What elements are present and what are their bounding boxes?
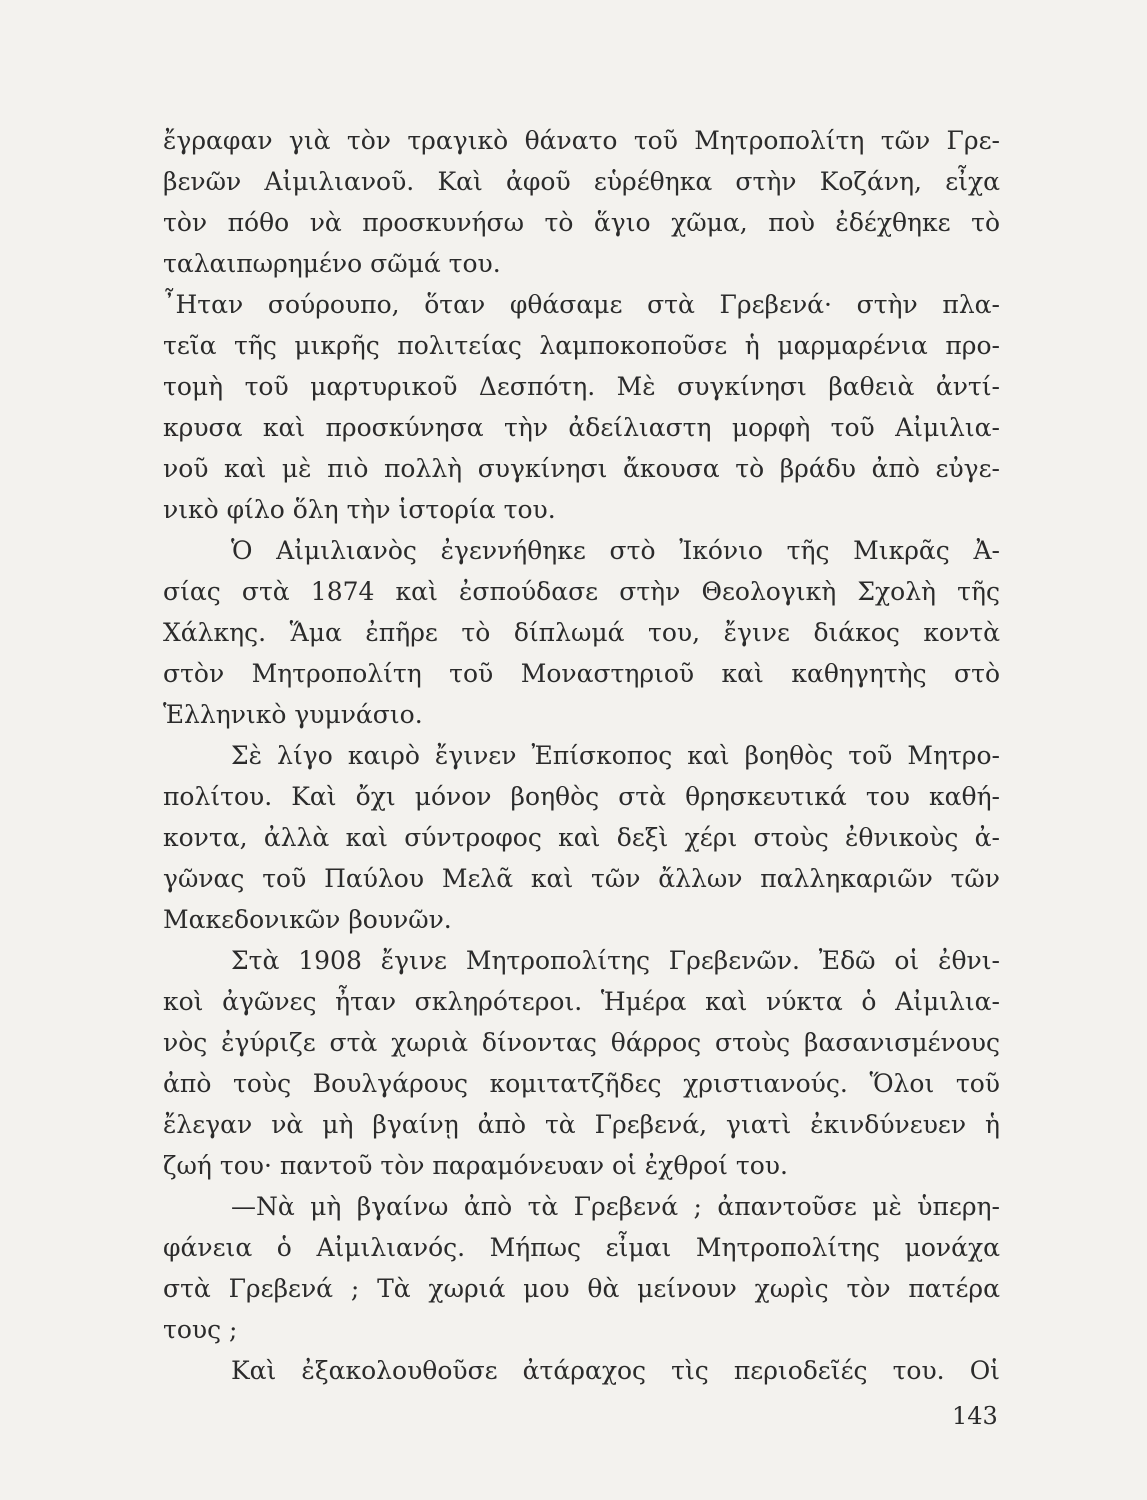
paragraph <box>163 735 1000 940</box>
page-number: 143 <box>952 1402 998 1430</box>
text-line: Χάλκης. Ἅμα ἐπῆρε τὸ δίπλωμά του, ἔγινε διάκος κοντὰ <box>163 618 1000 647</box>
text-line: στὰ Γρεβενά ; Τὰ χωριά μου θὰ μείνουν χωρὶς τὸν πατέρα <box>163 1274 1000 1303</box>
text-line: νοῦ καὶ μὲ πιὸ πολλὴ συγκίνησι ἄκουσα τὸ βράδυ ἀπὸ εὐγε- <box>163 454 1000 483</box>
text-line: τους ; <box>163 1315 238 1344</box>
text-line: βενῶν Αἰμιλιανοῦ. Καὶ ἀφοῦ εὑρέθηκα στὴν Κοζάνη, εἶχα <box>163 167 1000 196</box>
paragraph <box>163 1186 1000 1350</box>
text-line: Καὶ ἐξακολουθοῦσε ἀτάραχος τὶς περιοδεῖές του. Οἱ <box>231 1356 1000 1385</box>
text-line: ταλαιπωρημένο σῶμά του. <box>163 249 501 278</box>
text-line: Μακεδονικῶν βουνῶν. <box>163 905 452 934</box>
paragraph <box>163 284 1000 530</box>
text-line: ἔλεγαν νὰ μὴ βγαίνῃ ἀπὸ τὰ Γρεβενά, γιατὶ ἐκινδύνευεν ἡ <box>163 1110 1000 1139</box>
text-line: ἔγραφαν γιὰ τὸν τραγικὸ θάνατο τοῦ Μητροπολίτη τῶν Γρε- <box>163 126 1000 155</box>
text-line: τεῖα τῆς μικρῆς πολιτείας λαμποκοποῦσε ἡ μαρμαρένια προ- <box>163 331 1000 360</box>
paragraph <box>163 940 1000 1186</box>
text-line: Ἑλληνικὸ γυμνάσιο. <box>163 700 423 729</box>
text-line: κρυσα καὶ προσκύνησα τὴν ἀδείλιαστη μορφὴ τοῦ Αἰμιλια- <box>163 413 1000 442</box>
paragraph <box>163 1350 1000 1391</box>
paragraph <box>163 530 1000 735</box>
text-line: νὸς ἐγύριζε στὰ χωριὰ δίνοντας θάρρος στοὺς βασανισμένους <box>163 1028 1000 1057</box>
text-line: φάνεια ὁ Αἰμιλιανός. Μήπως εἶμαι Μητροπολίτης μονάχα <box>163 1233 1000 1262</box>
text-line: ζωή του· παντοῦ τὸν παραμόνευαν οἱ ἐχθροί του. <box>163 1151 788 1180</box>
paragraph <box>163 120 1000 284</box>
text-line: —Νὰ μὴ βγαίνω ἀπὸ τὰ Γρεβενά ; ἀπαντοῦσε μὲ ὑπερη- <box>231 1192 1000 1221</box>
text-line: σίας στὰ 1874 καὶ ἐσπούδασε στὴν Θεολογικὴ Σχολὴ τῆς <box>163 577 1000 606</box>
text-line: τὸν πόθο νὰ προσκυνήσω τὸ ἅγιο χῶμα, ποὺ ἐδέχθηκε τὸ <box>163 208 1000 237</box>
text-line: νικὸ φίλο ὅλη τὴν ἱστορία του. <box>163 495 556 524</box>
text-line: κοντα, ἀλλὰ καὶ σύντροφος καὶ δεξὶ χέρι στοὺς ἐθνικοὺς ἀ- <box>163 823 1000 852</box>
text-line: τομὴ τοῦ μαρτυρικοῦ Δεσπότη. Μὲ συγκίνησι βαθειὰ ἀντί- <box>163 372 1000 401</box>
text-line: γῶνας τοῦ Παύλου Μελᾶ καὶ τῶν ἄλλων παλληκαριῶν τῶν <box>163 864 1000 893</box>
text-line: Σὲ λίγο καιρὸ ἔγινεν Ἐπίσκοπος καὶ βοηθὸς τοῦ Μητρο- <box>231 741 1000 770</box>
text-line: κοὶ ἀγῶνες ἦταν σκληρότεροι. Ἡμέρα καὶ νύκτα ὁ Αἰμιλια- <box>163 987 1000 1016</box>
text-line: στὸν Μητροπολίτη τοῦ Μοναστηριοῦ καὶ καθηγητὴς στὸ <box>163 659 1000 688</box>
text-line: πολίτου. Καὶ ὄχι μόνον βοηθὸς στὰ θρησκευτικά του καθή- <box>163 782 1000 811</box>
text-line: Ὁ Αἰμιλιανὸς ἐγεννήθηκε στὸ Ἰκόνιο τῆς Μικρᾶς Ἀ- <box>231 536 1000 565</box>
text-line: Στὰ 1908 ἔγινε Μητροπολίτης Γρεβενῶν. Ἐδῶ οἱ ἐθνι- <box>231 946 1000 975</box>
body-text <box>163 120 1000 1391</box>
text-line: ῏Ηταν σούρουπο, ὅταν φθάσαμε στὰ Γρεβενά· στὴν πλα- <box>163 290 1000 319</box>
text-line: ἀπὸ τοὺς Βουλγάρους κομιτατζῆδες χριστιανούς. Ὅλοι τοῦ <box>163 1069 1000 1098</box>
